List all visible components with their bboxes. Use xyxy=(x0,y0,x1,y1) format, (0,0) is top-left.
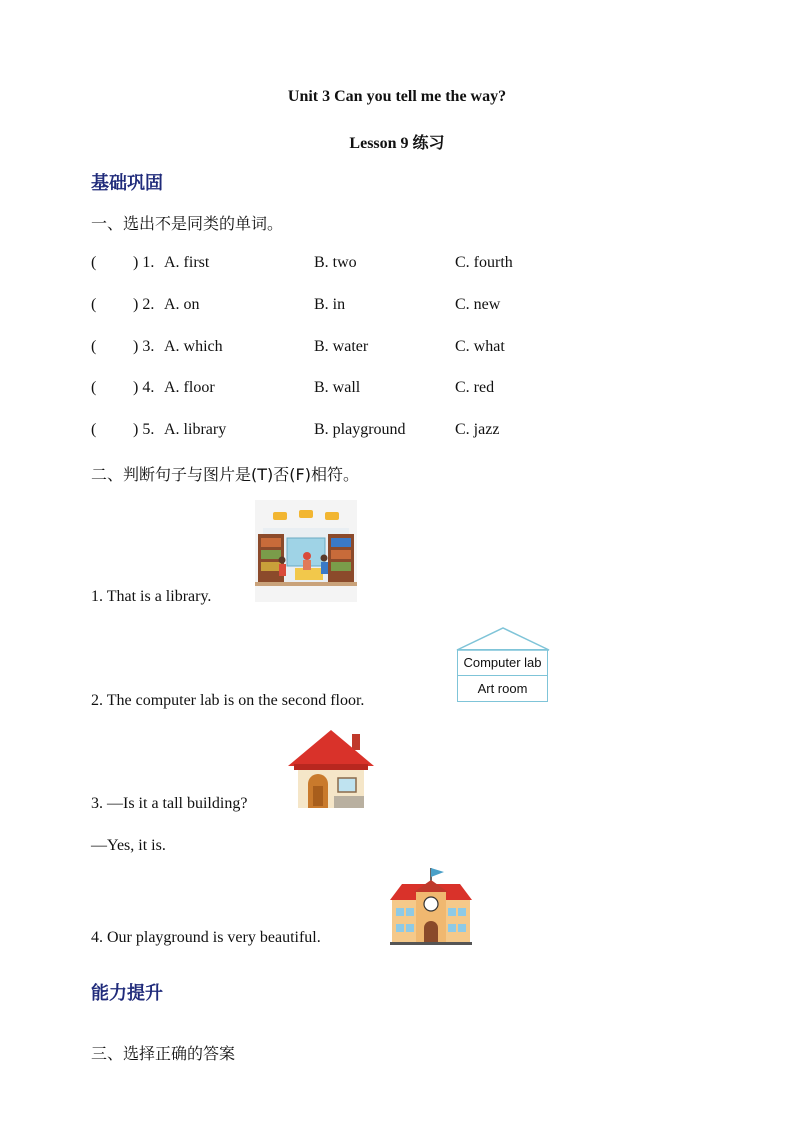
option-b: B. playground xyxy=(314,421,406,438)
school-building-illustration xyxy=(388,866,474,946)
option-c: C. red xyxy=(455,379,495,396)
small-house-illustration xyxy=(288,728,374,810)
sentence-3-answer: —Yes, it is. xyxy=(91,837,166,854)
part3-title: 三、选择正确的答案 xyxy=(91,1044,236,1063)
option-a: A. library xyxy=(164,421,227,438)
option-c: C. fourth xyxy=(455,254,513,271)
option-b: B. two xyxy=(314,254,357,271)
option-c: C. new xyxy=(455,296,501,313)
option-c: C. jazz xyxy=(455,421,500,438)
option-b: B. water xyxy=(314,338,369,355)
option-c: C. what xyxy=(455,338,505,355)
floor-diagram xyxy=(457,649,548,702)
part2-title: 二、判断句子与图片是(T)否(F)相符。 xyxy=(91,465,359,484)
lesson-title: Lesson 9 练习 xyxy=(349,135,445,152)
option-b: B. in xyxy=(314,296,346,313)
option-a: A. which xyxy=(164,338,223,355)
option-a: A. on xyxy=(164,296,200,313)
sentence-1: 1. That is a library. xyxy=(91,588,212,605)
option-b: B. wall xyxy=(314,379,361,396)
part1-title: 一、选出不是同类的单词。 xyxy=(91,214,284,233)
library-illustration xyxy=(255,500,357,602)
unit-title: Unit 3 Can you tell me the way? xyxy=(287,88,507,105)
section-heading-basic: 基础巩固 xyxy=(91,173,163,194)
floor-label-bottom: Art room xyxy=(477,681,528,696)
floor-label-top: Computer lab xyxy=(458,650,547,676)
sentence-4: 4. Our playground is very beautiful. xyxy=(91,929,321,946)
sentence-2: 2. The computer lab is on the second floor. xyxy=(91,692,365,709)
section-heading-advanced: 能力提升 xyxy=(91,983,163,1004)
option-a: A. floor xyxy=(164,379,215,396)
option-a: A. first xyxy=(164,254,210,271)
sentence-3: 3. —Is it a tall building? xyxy=(91,795,248,812)
